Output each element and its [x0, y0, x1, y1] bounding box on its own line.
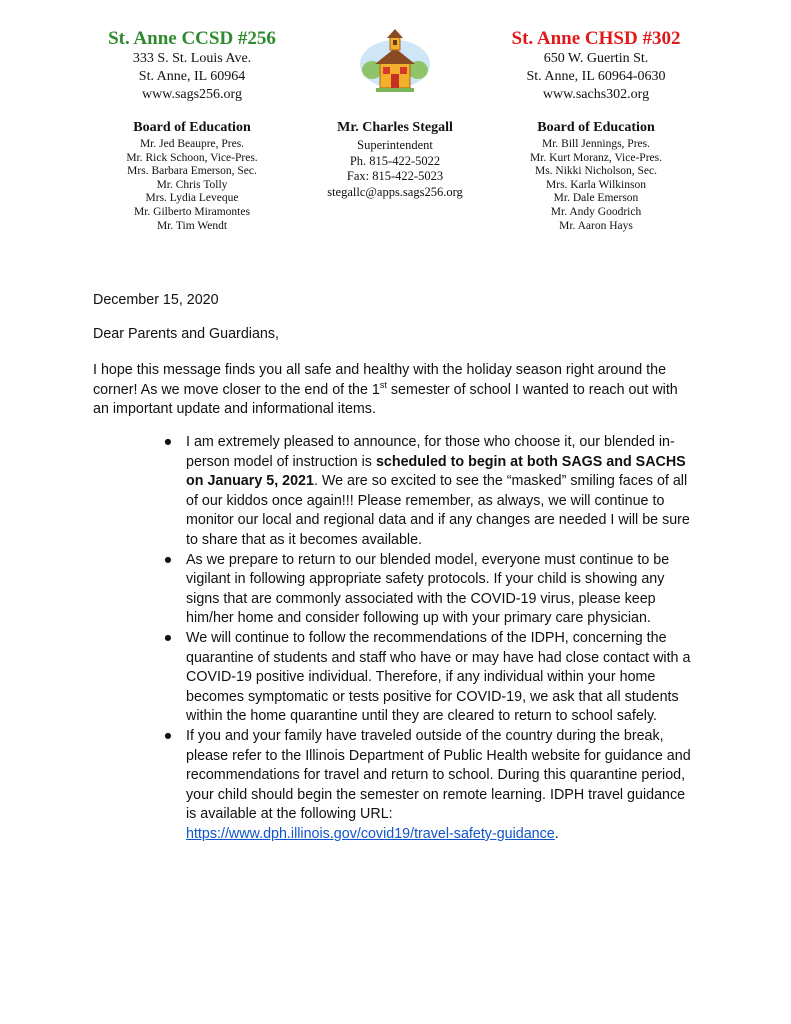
- right-district-header: [496, 28, 696, 104]
- bullet-item-travel: [162, 727, 692, 845]
- superintendent-block: [300, 119, 490, 200]
- bullet-icon: ●: [163, 551, 173, 568]
- right-board-of-education: [496, 119, 696, 233]
- bullet-icon: ●: [163, 434, 173, 450]
- bullet-icon: ●: [163, 727, 173, 744]
- bullet-text: . We are so excited to see the “masked” smiling faces of all of our kiddos once again!!! Please remember, as always, we will continue to monitor our local and regional data and if any changes are needed I will be sure to share that as it becomes available.: [186, 473, 690, 548]
- bullet-text: If you and your family have traveled outside of the country during the break, please refer to the Illinois Department of Public Health website for guidance and recommendations for travel and return to school. During this quarantine period, your child should begin the semester on remote learning. IDPH travel guidance is available at the following URL:: [186, 727, 691, 823]
- left-website: www.sags256.org: [142, 87, 242, 102]
- board-member: Mrs. Karla Wilkinson: [546, 178, 646, 191]
- left-district-header: [92, 28, 292, 104]
- right-district-name: St. Anne CHSD #302: [511, 28, 681, 49]
- letter-date: December 15, 2020: [93, 292, 219, 308]
- idph-travel-guidance-link[interactable]: https://www.dph.illinois.gov/covid19/travel-safety-guidance: [186, 825, 555, 842]
- superintendent-phone: Ph. 815-422-5022: [349, 153, 441, 168]
- board-member: Mrs. Lydia Leveque: [145, 192, 239, 205]
- board-member: Mr. Bill Jennings, Pres.: [542, 138, 650, 150]
- superintendent-name: Mr. Charles Stegall: [337, 120, 453, 135]
- right-address-line-2: St. Anne, IL 60964-0630: [526, 69, 666, 84]
- bullet-text: As we prepare to return to our blended model, everyone must continue to be vigilant in following appropriate safety protocols. If your child is showing any signs that are commonly associated with the COVID-19 virus, please keep him/her home and consider following up with your primary care physician.: [186, 551, 670, 627]
- board-member: Mrs. Barbara Emerson, Sec.: [127, 165, 257, 178]
- board-member: Mr. Jed Beaupre, Pres.: [139, 138, 245, 150]
- intro-text-2: semester of school I wanted to reach out with an important update and informational items.: [93, 381, 678, 418]
- board-member: Mr. Aaron Hays: [559, 219, 633, 232]
- intro-superscript: st: [379, 379, 387, 390]
- left-board-of-education: [92, 119, 292, 233]
- bullet-text: I am extremely pleased to announce, for those who choose it, our blended in-person model of instruction is: [186, 434, 675, 470]
- update-bullet-list: [162, 433, 692, 844]
- superintendent-email: stegallc@apps.sags256.org: [327, 184, 463, 199]
- bullet-icon: ●: [163, 629, 173, 646]
- intro-text-1: I hope this message finds you all safe and healthy with the holiday season right around the corner! As we move closer to the end of the 1: [93, 362, 667, 398]
- bullet-item-quarantine: [162, 629, 692, 727]
- left-board-title: Board of Education: [133, 120, 251, 135]
- board-member: Mr. Rick Schoon, Vice-Pres.: [126, 151, 258, 164]
- letter-intro: [93, 361, 693, 420]
- board-member: Mr. Gilberto Miramontes: [134, 205, 250, 218]
- superintendent-fax: Fax: 815-422-5023: [346, 169, 444, 184]
- board-member: Mr. Chris Tolly: [156, 178, 228, 191]
- left-address-line-2: St. Anne, IL 60964: [138, 69, 246, 84]
- bullet-item-reopening: [162, 433, 692, 551]
- board-member: Mr. Andy Goodrich: [550, 205, 642, 218]
- left-address-line-1: 333 S. St. Louis Ave.: [132, 51, 252, 66]
- schoolhouse-icon: [358, 26, 432, 96]
- bullet-bold-text: scheduled to begin at both SAGS and SACHS on January 5, 2021: [186, 453, 686, 490]
- bullet-text: We will continue to follow the recommendations of the IDPH, concerning the quarantine of students and staff who have or may have had close contact with a COVID-19 positive individual. Therefore, if any individual within your home becomes symptomatic or tests positive for COVID-19, we ask that all students within the home quarantine until they are cleared to return to school safely.: [186, 629, 691, 725]
- right-address-line-1: 650 W. Guertin St.: [543, 51, 649, 66]
- board-member: Mr. Dale Emerson: [553, 192, 639, 205]
- board-member: Mr. Kurt Moranz, Vice-Pres.: [530, 151, 662, 164]
- right-website: www.sachs302.org: [542, 87, 650, 102]
- left-district-name: St. Anne CCSD #256: [108, 28, 276, 49]
- right-board-title: Board of Education: [537, 120, 655, 135]
- letter-greeting: Dear Parents and Guardians,: [93, 326, 279, 342]
- superintendent-title: Superintendent: [357, 138, 433, 152]
- board-member: Mr. Tim Wendt: [156, 219, 228, 232]
- bullet-item-safety: [162, 551, 692, 629]
- bullet-text: .: [554, 825, 559, 842]
- board-member: Ms. Nikki Nicholson, Sec.: [534, 165, 658, 178]
